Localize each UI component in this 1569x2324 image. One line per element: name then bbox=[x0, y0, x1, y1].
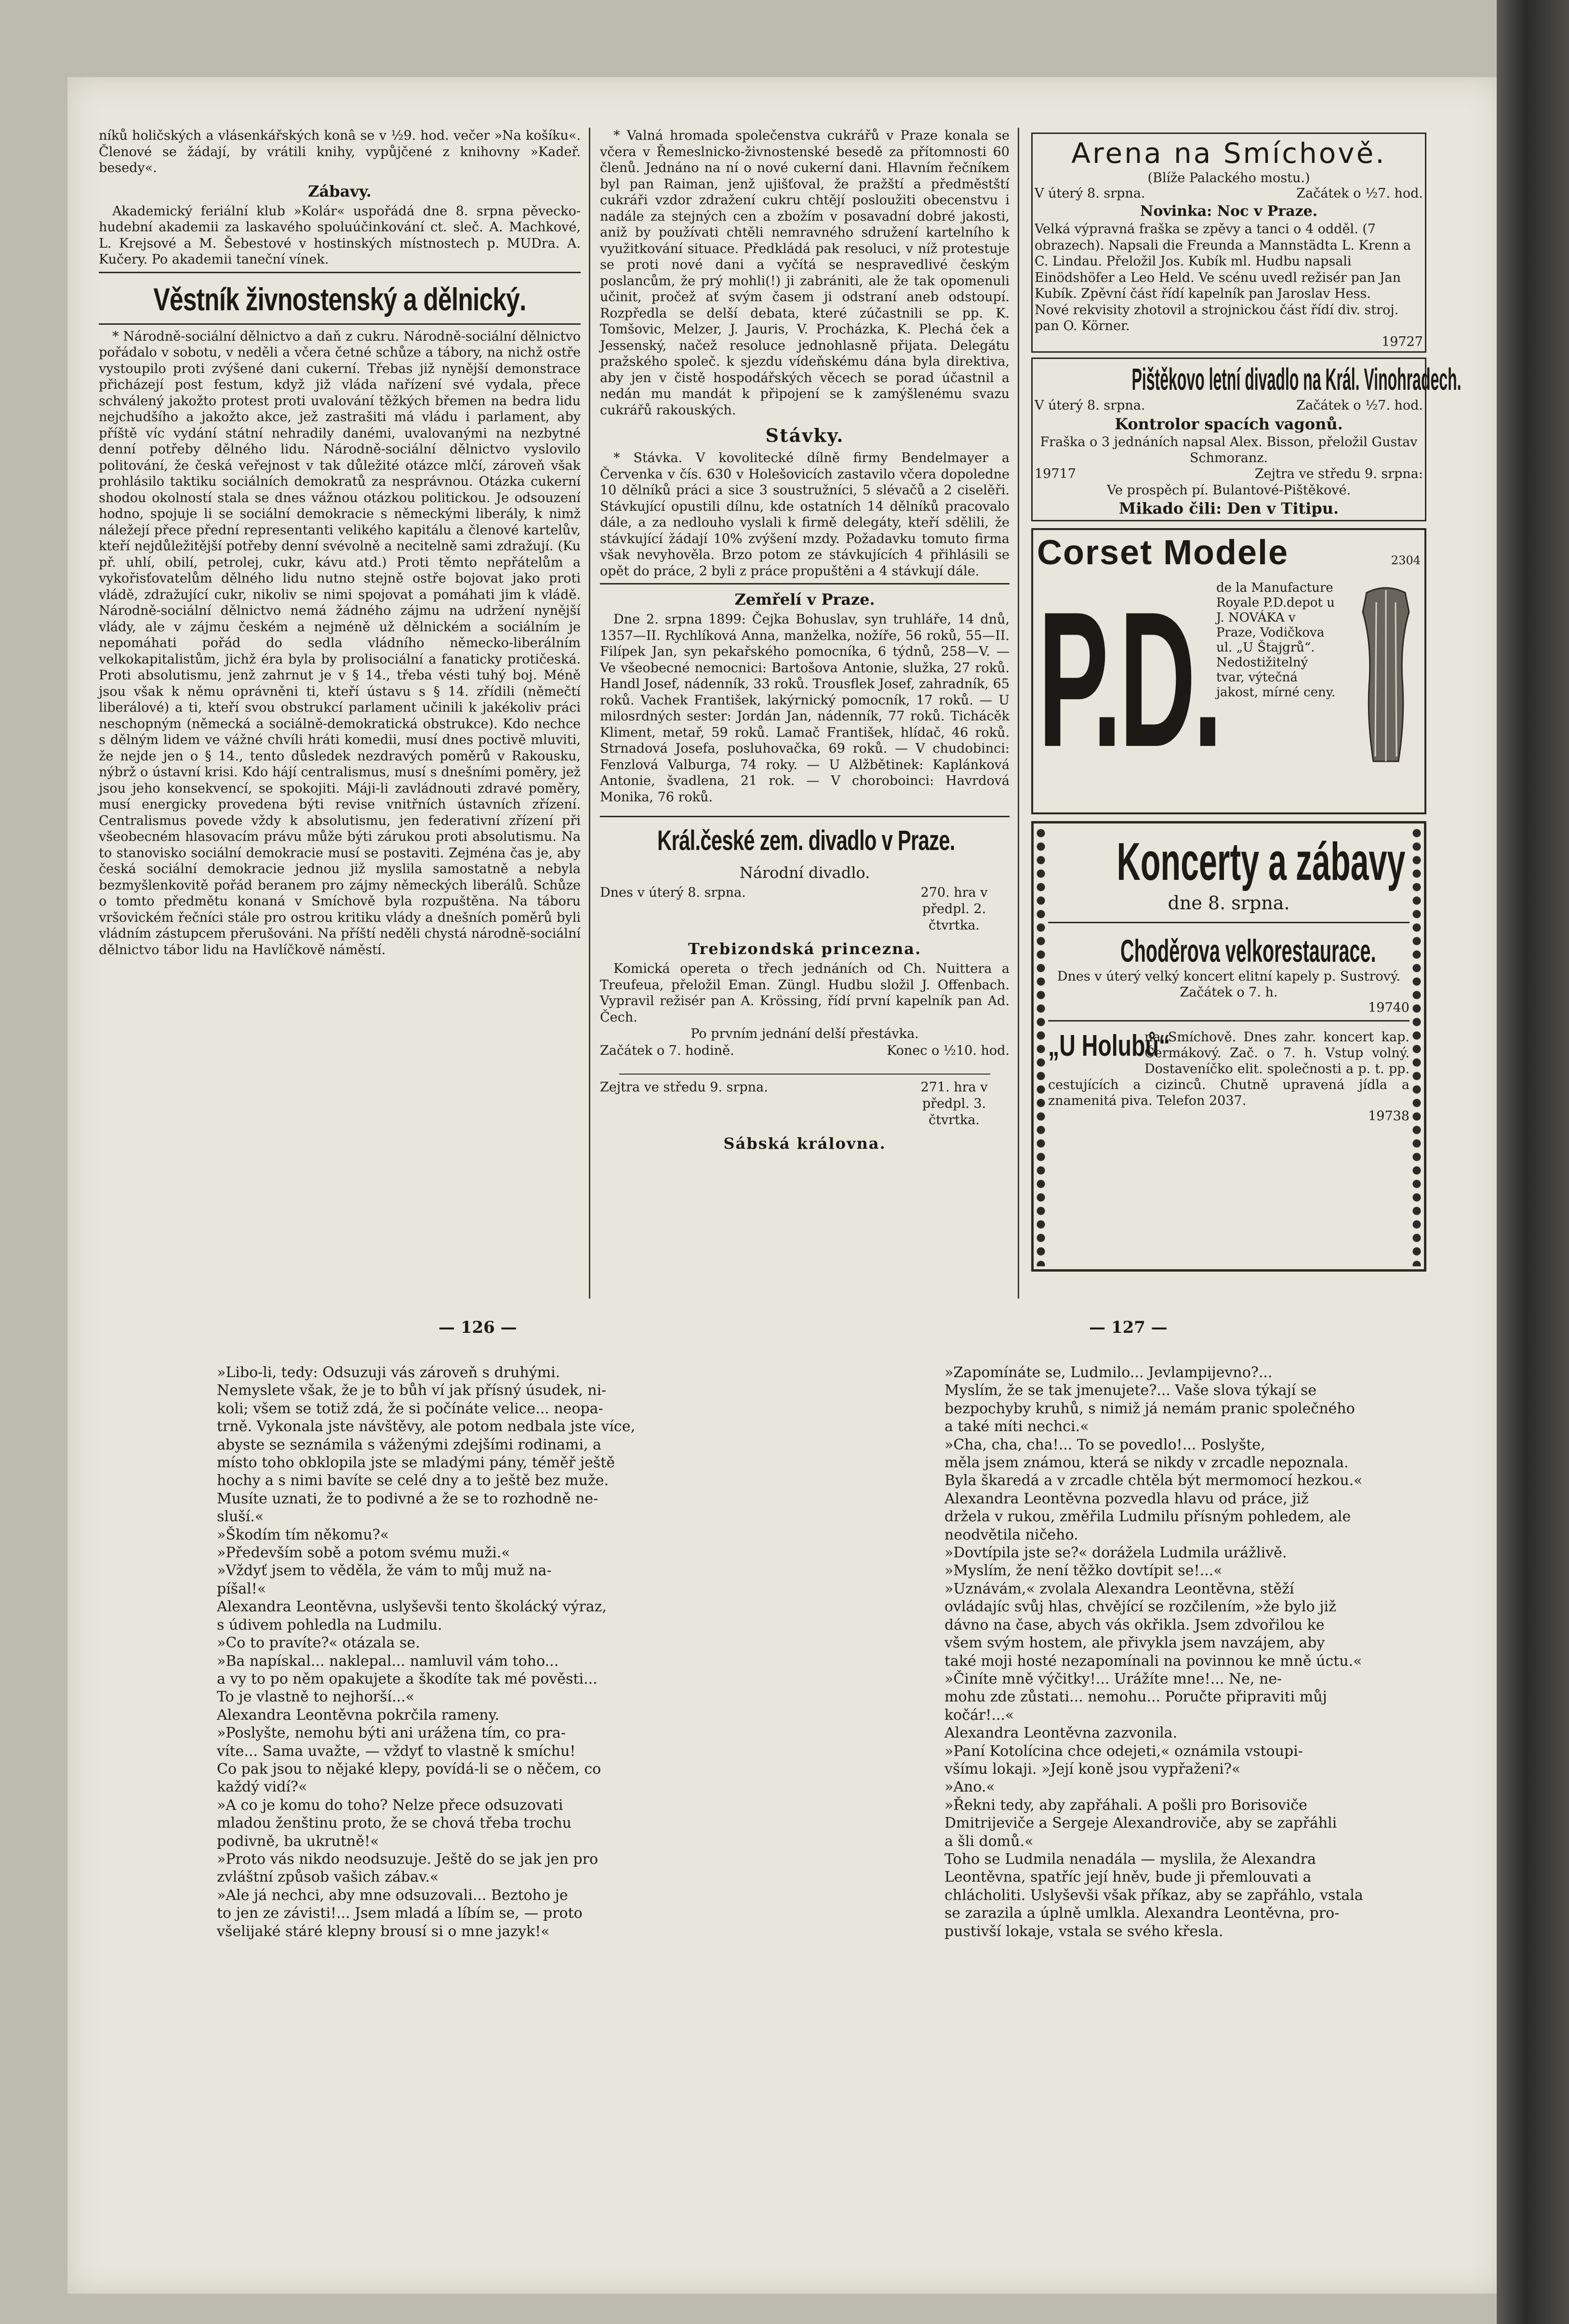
concerts-date: dne 8. srpna. bbox=[1168, 892, 1290, 914]
divider bbox=[600, 583, 1010, 584]
text-line: »Uznávám,« zvolala Alexandra Leontěvna, stěží bbox=[944, 1580, 1294, 1597]
pistek-start: Začátek o ½7. hod. bbox=[1296, 398, 1423, 413]
border-dots bbox=[1411, 826, 1422, 1266]
text-line: Nemyslete však, že je to bůh ví jak přísný úsudek, ni- bbox=[217, 1382, 607, 1399]
narodni-label: Národní divadlo. bbox=[739, 863, 870, 882]
program-subscription: 270. hra v předpl. 2. čtvrtka. bbox=[920, 885, 988, 933]
text-line: pustivší lokaje, vstala se svého křesla. bbox=[944, 1923, 1223, 1940]
arena-date: V úterý 8. srpna. bbox=[1035, 186, 1145, 201]
text-line: »Libo-li, tedy: Odsuzuji vás zároveň s druhými. bbox=[217, 1364, 560, 1381]
text-line: píšal!« bbox=[217, 1580, 266, 1597]
corset-title: Corset Modele bbox=[1037, 533, 1289, 572]
pd-logo: P.D. bbox=[1038, 571, 1220, 787]
text-line: dávno na čase, abych vás okřikla. Jsem zdvořilou ke bbox=[944, 1616, 1325, 1633]
text-line: s údivem pohledla na Ludmilu. bbox=[217, 1616, 442, 1633]
column-3 bbox=[1031, 128, 1462, 1272]
arena-description: Velká výpravná fraška se zpěvy a tanci o 4 odděl. (7 obrazech). Napsali die Freunda a Mannstädta L. Krenn a C. Lindau. Přeložil Jos. Kubík ml. Hudbu napsali Einödshöfer a Leo Held. Ve scénu uvedl režisér pan Jan Kubík. Zpěvní část řídí kapelník pan Jaroslav Hess. bbox=[1035, 222, 1411, 301]
chodera-text: Dnes v úterý velký koncert elitní kapely p. Sustrový. Začátek o 7. h. bbox=[1057, 969, 1401, 1000]
ad-number: 19738 bbox=[1368, 1108, 1409, 1124]
arena-row bbox=[1035, 186, 1423, 202]
kontrolor-description: Fraška o 3 jednáních napsal Alex. Bisson, přeložil Gustav Schmoranz. bbox=[1040, 434, 1418, 465]
corset-illustration bbox=[1352, 583, 1420, 766]
divider bbox=[99, 272, 581, 273]
program-row bbox=[600, 1043, 1010, 1059]
arena-start: Začátek o ½7. hod. bbox=[1296, 186, 1423, 201]
book-edge bbox=[1497, 0, 1569, 2324]
kontrolor-title: Kontrolor spacích vagonů. bbox=[1115, 414, 1343, 433]
play-description: Komická opereta o třech jednáních od Ch. Nuittera a Treufeua, přeložil Eman. Züngl. Hudbu složil J. Offenbach. Vypravil režisér pan A. Krössing, řídí první kapelník pan Ad. Čech. bbox=[600, 961, 1010, 1025]
ad-number: 19717 bbox=[1035, 466, 1076, 481]
text-line: »Řekni tedy, aby zapřáhali. A pošli pro Borisoviče bbox=[944, 1796, 1307, 1814]
pistek-row bbox=[1035, 398, 1423, 414]
text-line: všímu lokaji. »Její koně jsou vypřaženi?« bbox=[944, 1760, 1241, 1778]
text-line: Toho se Ludmila nenadála — myslila, že Alexandra bbox=[944, 1850, 1316, 1868]
page-number-left: — 126 — bbox=[439, 1318, 517, 1337]
text-line: měla jsem známou, která se nikdy v zrcadle nepoznala. bbox=[944, 1454, 1349, 1472]
divider bbox=[1048, 922, 1409, 923]
text-line: také moji hosté nezapomínali na povinnou ke mně úctu.« bbox=[944, 1652, 1362, 1670]
chodera-title: Choděrova velkorestaurace. bbox=[1120, 932, 1376, 969]
program-subscription: 271. hra v předpl. 3. čtvrtka. bbox=[920, 1080, 988, 1128]
program-row bbox=[600, 1079, 1010, 1129]
zemreli-heading: Zemřelí v Praze. bbox=[734, 590, 875, 609]
text-line: Dmitrijeviče a Sergeje Alexandroviče, aby se zapřáhli bbox=[944, 1815, 1337, 1832]
text-line: Myslím, že se tak jmenujete?... Vaše slova týkají se bbox=[944, 1382, 1317, 1399]
text-line: bezpochyby kruhů, s nimiž já nemám pranic společného bbox=[944, 1400, 1355, 1417]
text-line: »Především sobě a potom svému muži.« bbox=[217, 1544, 510, 1562]
text-line: a také míti nechci.« bbox=[944, 1418, 1089, 1435]
text-line: držela v rukou, změřila Ludmilu přísným pohledem, ale bbox=[944, 1508, 1351, 1526]
text-line: kočár!...« bbox=[944, 1706, 1014, 1724]
play-title: Trebizondská princezna. bbox=[688, 940, 922, 958]
text-line: »Dovtípila jste se?« dorážela Ludmila urážlivě. bbox=[944, 1544, 1287, 1562]
text-line: neodvětila ničeho. bbox=[944, 1526, 1078, 1543]
ad-number: 19727 bbox=[1382, 334, 1423, 349]
pistek-date: V úterý 8. srpna. bbox=[1035, 398, 1145, 413]
text-line: všelijaké stáré klepny brousí si o mne jazyk!« bbox=[217, 1923, 550, 1940]
text-line: všem svým hostem, ale přivykla jsem navzájem, aby bbox=[944, 1634, 1325, 1652]
article-body: * Národně-sociální dělnictvo a daň z cukru. Národně-sociální dělnictvo pořádalo v sobotu, v neděli a včera četné schůze a tábory, na nichž ostře vystoupilo proti zvýšené dani cukerní. Třebas již nynější demonstrace přicházejí post festum, když již vláda nařízení své vydala, přece schválený jakožto protest proti uvalování těžkých břemen na bedra lidu nejchudšího a jakožto akce, jež zastrašiti má vládu i parlament, aby příště víc vydání státní nehradily danémi, uvalovanými na nezbytné denní potřeby dělného lidu. Národně-sociální dělnictvo vyslovilo politování, že česká veřejnost v tak důležité otázce mlčí, zároveň však prohlásilo taktiku sociálních demokratů za nesprávnou. Otázka cukerní shodou okolností stala se dnes vážnou otázkou politickou. Je odsouzení hodno, spojuje li se sociální demokracie s německými liberály, k nimž náležejí přece přední representanti velikého kapitálu a členové kartelův, kteří nejdůležitější potřeby denní svévolně a necitelně sami zdražují. (Ku př. uhlí, obilí, petrolej, cukr, kávu atd.) Proti těmto nepřátelům a vykořisťovatelům dělného lidu nutno stejně ostře bojovat jako proti vládě, zdražující cukr, nikoliv se nimi spojovat a pomáhati jim k vládě. Národně-sociální dělnictvo nemá žádného zájmu na udržení nynější vlády, ale v zájmu českém a nejméně už dělnickém a sociálním je nepomáhati pořád do sedla vládního německo-liberálním velkokapitalistům, jichž éra byla by prolisociální a fanaticky protičeská. Proti absolutismu, jenž zahrnut je v § 14., třeba vésti tuhý boj. Méně jsou však k němu oprávněni ti, kteří ústavu s § 14. zřídili (němečtí liberálové) a ti, kteří svou obstrukcí parlament učinili k jakékoliv práci neschopným (německá a sociálně-demokratická obstrukce). Kdo nechce s dělným lidem ve vážné chvíli hráti komedii, musí dnes poctivě mluviti, že nejde jen o § 14., tento důsledek nezdravých poměrů v Rakousku, nýbrž o ústavní krisi. Kdo hájí centralismus, musí s dnešními poměry, jež jsou jeho konsekvencí, se spokojiti. Máji-li zavládnouti zdravé poměry, musí energicky provedena býti revise vnitřních ústavních zřízení. Centralismus povede vždy k absolutismu, jen federativní zřízení při všeobecném hlasovacím právu může býti zárukou proti absolutismu. Na to stanovisko sociální demokracie musí se postaviti. Zejména čas je, aby česká sociální demokracie jednou již myslila samostatně a nebyla bezmyšlenkovitě pořád beranem pro zájmy německých liberálů. Schůze o tomto předmětu konaná v Smíchově byla rozpuštěna. Na táboru vršovickém řečníci stále pro ostrou kritiku vlády a dnešních poměrů byli vládním zástupcem přerušováni. Na příští neděli chystá národně-sociální dělnictvo tábor lidu na Havlíčkově náměstí. bbox=[99, 329, 581, 957]
text-line: Alexandra Leontěvna zazvonila. bbox=[944, 1725, 1178, 1742]
text-line: »Ale já nechci, aby mne odsuzovali... Beztoho je bbox=[217, 1886, 568, 1904]
text-line: koli; všem se totiž zdá, že si počínáte velice... neopa- bbox=[217, 1400, 603, 1417]
article-body: * Valná hromada společenstva cukrářů v Praze konala se včera v Řemeslnicko-živnostenské besedě za přítomnosti 60 členů. Jednáno na ní o nové cukerní dani. Hlavním řečníkem byl pan Raiman, jenž ujišťoval, že pražští a předměstští cukráři vzdor zdražení cukru chtějí posloužiti obecenstvu i nadále za stejných cen a zbožím v posavadní dobré jakosti, aniž by používati chtěli nemravného sdružení kartelního k využitkování situace. Předkládá pak resoluci, v níž protestuje se proti nové dani a vyčítá se nespravedlivé českým poslancům, že prý mohli(!) ji zabrániti, ale že tak opomenuli učinit, pročež ať svým časem ji odstraní aneb odstoupí. Rozpředla se delší debata, které zúčastnili se pp. K. Tomšovic, Melzer, J. Jauris, V. Procházka, K. Plechá ček a Jessenský, načež resoluce jednohlasně přijata. Delegátu pražského společ. k sjezdu vídeňskému dána byla direktiva, aby jen v čistě hospodářských věcech se porad účastnil a nedán mu mandát k připojení se k zamýšlenému svazu cukrářů rakouských. bbox=[600, 128, 1010, 418]
program-date: Dnes v úterý 8. srpna. bbox=[600, 885, 746, 900]
text-line: Alexandra Leontěvna pokrčila rameny. bbox=[217, 1706, 500, 1724]
column-rule bbox=[1018, 128, 1019, 1299]
pistek-ad bbox=[1031, 358, 1462, 521]
pistek-benefit: Ve prospěch pí. Bulantové-Pištěkové. bbox=[1106, 482, 1351, 498]
text-line: zvláštní způsob vašich zábav.« bbox=[217, 1869, 439, 1886]
text-line: to jen ze závisti!... Jsem mladá a líbím se, — proto bbox=[217, 1905, 583, 1922]
end-time: Konec o ½10. hod. bbox=[887, 1043, 1010, 1058]
ad-number: 2304 bbox=[1391, 553, 1421, 567]
pistek-tomorrow: Zejtra ve středu 9. srpna: bbox=[1254, 466, 1423, 481]
article-body: * Stávka. V kovolitecké dílně firmy Bendelmayer a Červenka v čís. 630 v Holešovicích zastavilo včera dopoledne 10 dělníků práci a sice 3 soustružníci, 5 slévačů a 2 ciselěři. Stávkující opustili dílnu, kde ostatních 14 dělníků pracovalo dále, a za nedlouho vyslali k firmě delegáty, kteří sdělili, že stávkující žádají 10% zvýšení mzdy. Požadavku tomuto firma však nevyhověla. Brzo potom ze stávkujících 4 přihlásili se opět do práce, 2 byli z práce propuštěni a 4 stávkují dále. bbox=[600, 451, 1010, 579]
holubu-block bbox=[1048, 1029, 1409, 1109]
text-line: podivně, ba ukrutně!« bbox=[217, 1833, 379, 1850]
holubu-title: „U Holubů“ bbox=[1048, 1029, 1170, 1062]
text-line: »A co je komu do toho? Nelze přece odsuzovati bbox=[217, 1796, 563, 1814]
text-line: »Činíte mně výčitky!... Urážíte mne!... Ne, ne- bbox=[944, 1670, 1282, 1687]
theater-heading: Král.české zem. divadlo v Praze. bbox=[657, 825, 955, 856]
text-line: hochy a s nimi bavíte se celé dny a to ještě bez muže. bbox=[217, 1472, 609, 1489]
divider bbox=[1048, 1020, 1409, 1022]
text-line: »Myslím, že není těžko dovtípit se!...« bbox=[944, 1562, 1223, 1580]
stavky-heading: Stávky. bbox=[765, 425, 844, 446]
concerts-title: Koncerty a zábavy bbox=[1117, 832, 1406, 891]
pistek-title: Pištěkovo letní divadlo na Král. Vinohradech. bbox=[1131, 361, 1462, 397]
text-line: víte... Sama uvažte, — vždyť to vlastně k smíchu! bbox=[217, 1742, 576, 1760]
text-line: »Co to pravíte?« otázala se. bbox=[217, 1634, 420, 1652]
holubu-text: na Smíchově. Dnes zahr. koncert kap. Čermákový. Zač. o 7. h. Vstup volný. Dostaveníčko elit. společnosti a p. t. pp. cestujících a cizinců. Chutně upravená jídla a znamenitá piva. Telefon 2037. bbox=[1048, 1029, 1409, 1108]
divider bbox=[600, 816, 1010, 817]
text-line: místo toho obklopila jste se mladými pány, téměř ještě bbox=[217, 1454, 615, 1472]
text-line: každý vidí?« bbox=[217, 1779, 307, 1796]
article-body: Dne 2. srpna 1899: Čejka Bohuslav, syn truhláře, 14 dnů, 1357—II. Rychlíková Anna, manželka, nožíře, 56 roků, 55—II. Filípek Jan, syn pekařského pomocníka, 6 týdnů, 258—V. — Ve všeobecné nemocnici: Bartošova Antonie, služka, 27 roků. Handl Josef, nádenník, 33 roků. Trousflek Josef, zahradník, 65 roků. Vachek František, lakýrnický pomocník, 17 roků. — U milosrdných sester: Jordán Jan, nádenník, 77 roků. Tichácěk Kliment, metař, 59 roků. Lamač František, hlídač, 46 roků. Strnadová Josefa, posluhovačka, 69 roků. — V chudobinci: Fenzlová Valburga, 74 roky. — U Alžbětinek: Kaplánková Antonie, švadlena, 21 rok. — V choroboinci: Havrdová Monika, 76 roků. bbox=[600, 612, 1010, 805]
text-line: »Paní Kotolícina chce odejeti,« oznámila vstoupi- bbox=[944, 1742, 1303, 1760]
corset-header bbox=[1037, 533, 1421, 572]
text-line: trně. Vykonala jste návštěvy, ale potom nedbala jste více, bbox=[217, 1418, 635, 1435]
vestnik-heading: Věstník živnostenský a dělnický. bbox=[153, 281, 526, 317]
text-line: se zarazila a úplně umlkla. Alexandra Leontěvna, pro- bbox=[944, 1905, 1340, 1922]
text-line: mladou ženštinu proto, že se chová třeba trochu bbox=[217, 1815, 572, 1832]
program-row bbox=[600, 885, 1010, 934]
notice-paragraph: níků holičských a vlásenkářských konâ se v ½9. hod. večer »Na košíku«. Členové se žádají, by vrátili knihy, vypůjčené z knihovny »Kadeř. besedy«. bbox=[99, 128, 581, 175]
text-line: »Škodím tím někomu?« bbox=[217, 1526, 389, 1543]
page-number-right: — 127 — bbox=[1089, 1318, 1168, 1337]
text-line: ovládajíc svůj hlas, chvějící se rozčilením, »že bylo již bbox=[944, 1598, 1336, 1616]
ad-number: 19740 bbox=[1368, 1000, 1409, 1015]
book-page-left bbox=[217, 1364, 737, 1940]
column-rule bbox=[589, 128, 590, 1299]
book-page-right bbox=[944, 1364, 1446, 1940]
arena-subtitle: (Blíže Palackého mostu.) bbox=[1147, 171, 1310, 186]
arena-title: Arena na Smíchově. bbox=[1071, 137, 1386, 170]
border-dots bbox=[1036, 826, 1046, 1266]
text-line: »Cha, cha, cha!... To se povedlo!... Poslyšte, bbox=[944, 1436, 1265, 1453]
text-line: To je vlastně to nejhorší...« bbox=[217, 1688, 415, 1706]
arena-novinka: Novinka: Noc v Praze. bbox=[1140, 203, 1318, 220]
divider bbox=[99, 323, 581, 325]
mikado-title: Mikado čili: Den v Titipu. bbox=[1118, 499, 1339, 518]
text-line: abyste se seznámila s váženými zdejšími rodinami, a bbox=[217, 1436, 601, 1453]
text-line: chlácholiti. Uslyševši však příkaz, aby se zapřáhlo, vstala bbox=[944, 1886, 1363, 1904]
concerts-ad bbox=[1031, 821, 1426, 1272]
program-date: Zejtra ve středu 9. srpna. bbox=[600, 1080, 768, 1095]
play-note: Po prvním jednání delší přestávka. bbox=[691, 1026, 919, 1041]
text-line: Alexandra Leontěvna, uslyševši tento školácký výraz, bbox=[217, 1598, 607, 1616]
column-1 bbox=[99, 128, 581, 958]
play-title: Sábská královna. bbox=[723, 1134, 886, 1153]
text-line: Leontěvna, spatříc její hněv, bude ji přemlouvati a bbox=[944, 1869, 1312, 1886]
text-line: »Zapomínáte se, Ludmilo... Jevlampijevno?... bbox=[944, 1364, 1273, 1381]
text-line: a vy to po něm opakujete a škodíte tak mé pověsti... bbox=[217, 1670, 598, 1687]
text-line: Musíte uznati, že to podivné a že se to rozhodně ne- bbox=[217, 1490, 598, 1507]
text-line: »Ba napískal... naklepal... namluvil vám toho... bbox=[217, 1652, 559, 1670]
pistek-row bbox=[1035, 466, 1423, 482]
arena-ad bbox=[1031, 133, 1426, 353]
zabavy-heading: Zábavy. bbox=[308, 182, 372, 200]
text-line: a šli domů.« bbox=[944, 1833, 1034, 1850]
corset-ad bbox=[1031, 528, 1426, 814]
text-line: »Ano.« bbox=[944, 1779, 995, 1796]
text-line: mohu zde zůstati... nemohu... Poručte připraviti můj bbox=[944, 1688, 1327, 1706]
text-line: Co pak jsou to nějaké klepy, povídá-li se o něčem, co bbox=[217, 1760, 601, 1778]
text-line: Byla škaredá a v zrcadle chtěla být mermomocí hezkou.« bbox=[944, 1472, 1363, 1489]
arena-props: Nové rekvisity zhotovil a strojnickou část řídí div. stroj. pan O. Körner. bbox=[1035, 302, 1399, 333]
text-line: »Vždyť jsem to věděla, že vám to můj muž na- bbox=[217, 1562, 552, 1580]
text-line: sluší.« bbox=[217, 1508, 264, 1526]
start-time: Začátek o 7. hodině. bbox=[600, 1043, 734, 1058]
column-2 bbox=[600, 128, 1010, 1155]
divider bbox=[619, 1074, 990, 1075]
zabavy-text: Akademický feriální klub »Kolár« uspořádá dne 8. srpna pěvecko-hudební akademii za laskavého spoluúčinkování ct. sleč. A. Machkové, L. Krejsové a M. Šebestové v hostinských místnostech p. MUDra. A. Kučery. Po akademii taneční vínek. bbox=[99, 203, 581, 267]
text-line: »Proto vás nikdo neodsuzuje. Ještě do se jak jen pro bbox=[217, 1850, 598, 1868]
text-line: »Poslyšte, nemohu býti ani urážena tím, co pra- bbox=[217, 1725, 566, 1742]
pd-description: de la Manufacture Royale P.D.depot u J. NOVÁKA v Praze, Vodičkova ul. „U Štajgrů“. Nedostižitelný tvar, výtečná jakost, mírné ceny. bbox=[1216, 580, 1336, 700]
text-line: Alexandra Leontěvna pozvedla hlavu od práce, již bbox=[944, 1490, 1309, 1507]
